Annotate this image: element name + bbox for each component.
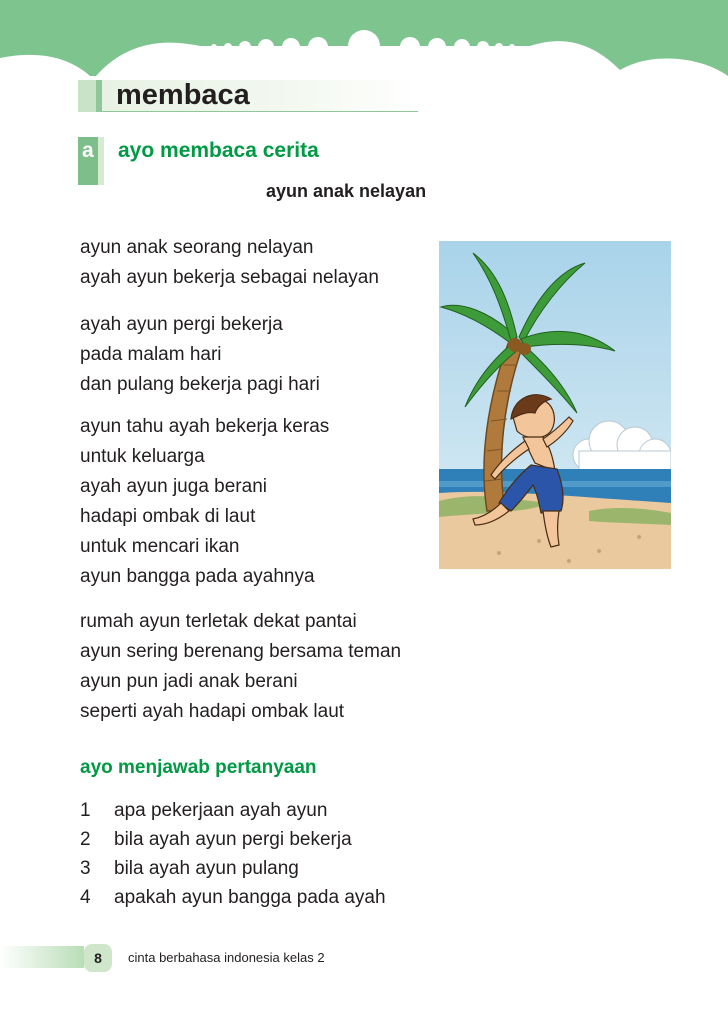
question-number: 2 — [80, 829, 91, 850]
story-line: ayun bangga pada ayahnya — [80, 566, 315, 587]
story-title: ayun anak nelayan — [266, 181, 427, 201]
story-line: rumah ayun terletak dekat pantai — [80, 611, 357, 632]
story-line: ayah ayun pergi bekerja — [80, 314, 283, 335]
book-title: cinta berbahasa indonesia kelas 2 — [128, 950, 325, 965]
page-number: 8 — [84, 944, 112, 972]
questions-title: ayo menjawab pertanyaan — [80, 757, 317, 778]
story-line: pada malam hari — [80, 344, 222, 365]
story-line: ayun tahu ayah bekerja keras — [80, 416, 330, 437]
question-number: 1 — [80, 800, 91, 821]
story-line: dan pulang bekerja pagi hari — [80, 374, 320, 395]
stanza-2 — [80, 310, 320, 400]
story-illustration — [439, 241, 671, 569]
stanza-1 — [80, 233, 379, 293]
story-line: ayun pun jadi anak berani — [80, 671, 298, 692]
story-line: ayun anak seorang nelayan — [80, 237, 314, 258]
stanza-4 — [80, 607, 401, 727]
story-line: ayah ayun bekerja sebagai nelayan — [80, 267, 379, 288]
story-line: hadapi ombak di laut — [80, 506, 256, 527]
decorative-dots — [0, 0, 728, 76]
stanza-3 — [80, 412, 329, 592]
subsection-letter: a — [82, 139, 94, 162]
question-text: bila ayah ayun pulang — [114, 858, 299, 879]
story-line: seperti ayah hadapi ombak laut — [80, 701, 345, 722]
story-line: untuk mencari ikan — [80, 536, 240, 557]
question-number: 3 — [80, 858, 91, 879]
footer-bar — [0, 946, 84, 968]
question-text: bila ayah ayun pergi bekerja — [114, 829, 352, 850]
subsection-title: ayo membaca cerita — [118, 139, 319, 162]
story-line: ayah ayun juga berani — [80, 476, 267, 497]
question-text: apakah ayun bangga pada ayah — [114, 887, 386, 908]
story-line: untuk keluarga — [80, 446, 205, 467]
section-title: membaca — [116, 79, 250, 111]
story-line: ayun sering berenang bersama teman — [80, 641, 402, 662]
question-text: apa pekerjaan ayah ayun — [114, 800, 328, 821]
question-number: 4 — [80, 887, 91, 908]
